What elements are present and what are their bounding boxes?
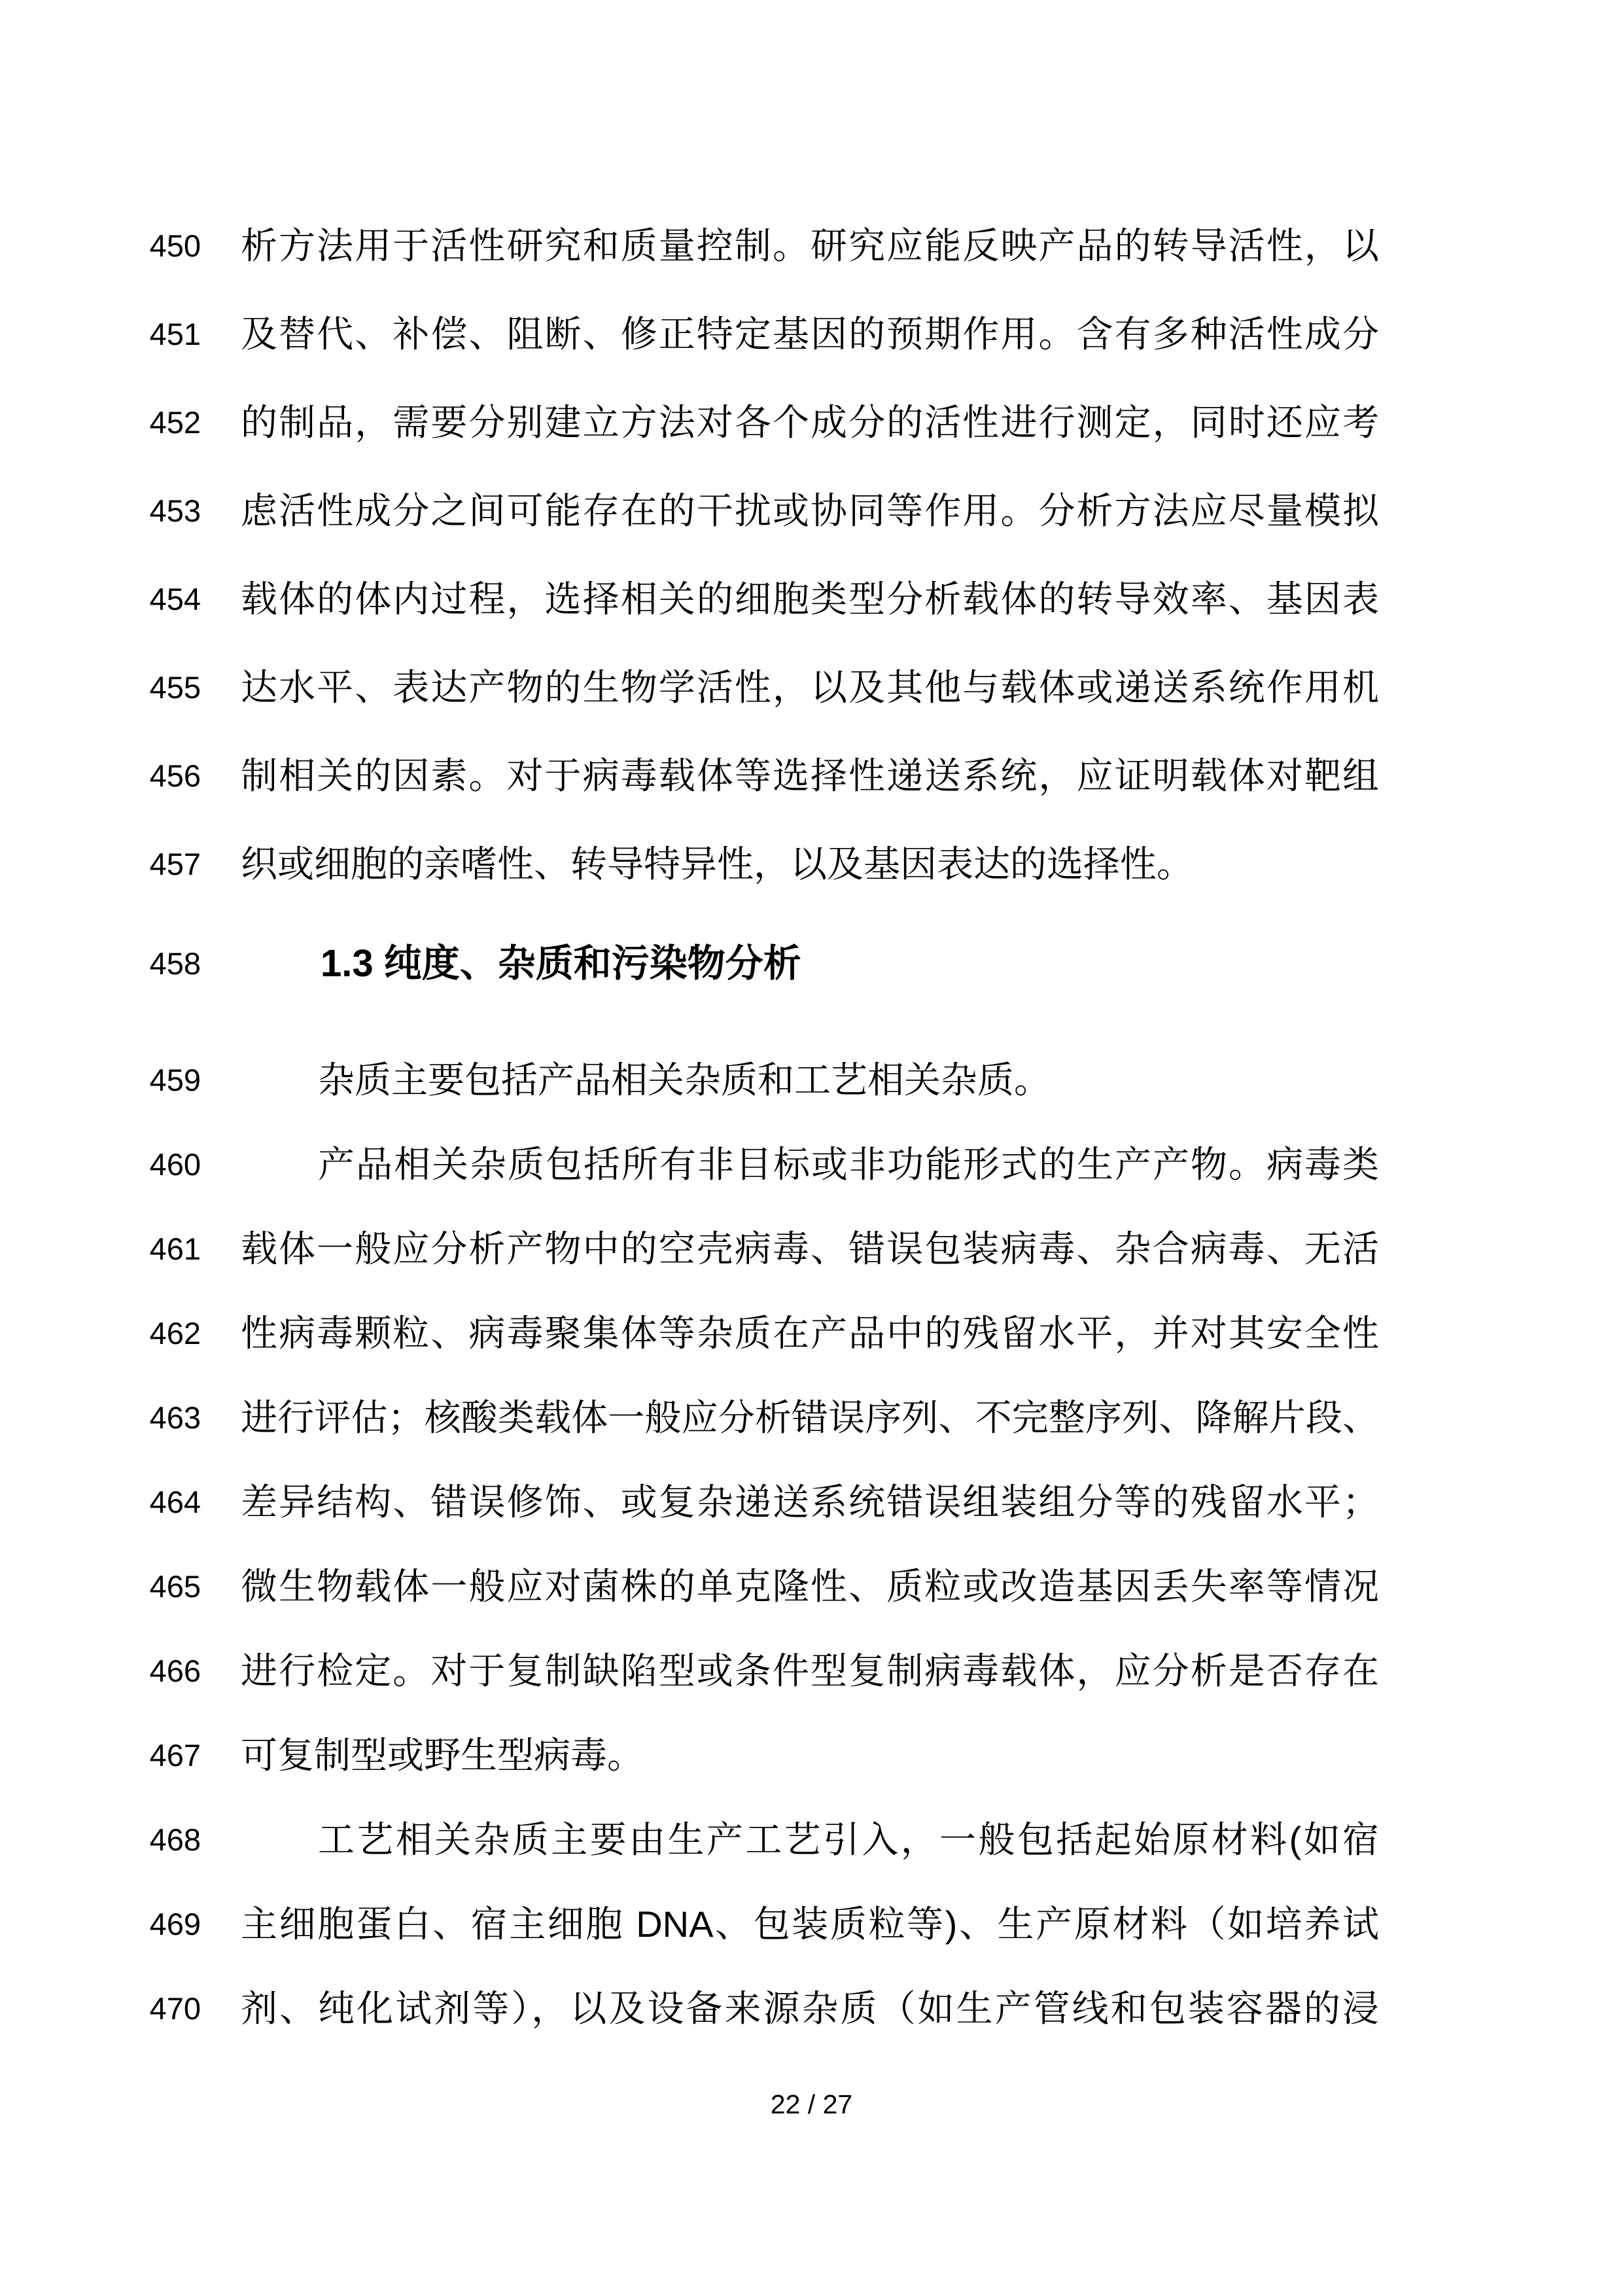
line-text: 进行检定。对于复制缺陷型或条件型复制病毒载体，应分析是否存在	[241, 1650, 1379, 1691]
line-text: 差异结构、错误修饰、或复杂递送系统错误组装组分等的残留水平；	[241, 1481, 1379, 1523]
line-text: 的制品，需要分别建立方法对各个成分的活性进行测定，同时还应考	[241, 402, 1379, 443]
line-text: 载体的体内过程，选择相关的细胞类型分析载体的转导效率、基因表	[241, 578, 1379, 620]
line-row	[0, 1797, 1623, 1882]
line-row	[0, 1122, 1623, 1207]
line-number: 461	[149, 1231, 201, 1266]
line-number: 454	[149, 582, 201, 616]
line-text: 进行评估；核酸类载体一般应分析错误序列、不完整序列、降解片段、	[241, 1397, 1379, 1438]
line-row	[0, 1207, 1623, 1291]
line-number: 453	[149, 493, 201, 528]
line-text: 制相关的因素。对于病毒载体等选择性递送系统，应证明载体对靶组	[241, 755, 1379, 796]
line-number: 457	[149, 847, 201, 881]
line-row	[0, 1038, 1623, 1122]
line-row	[0, 290, 1623, 378]
line-row	[0, 1713, 1623, 1797]
line-number: 456	[149, 758, 201, 793]
line-text: 载体一般应分析产物中的空壳病毒、错误包装病毒、杂合病毒、无活	[241, 1228, 1379, 1269]
line-number: 468	[149, 1822, 201, 1857]
line-number: 466	[149, 1653, 201, 1688]
line-row	[0, 732, 1623, 820]
line-row	[0, 1291, 1623, 1375]
line-number: 470	[149, 1991, 201, 2026]
line-number: 467	[149, 1738, 201, 1773]
line-text: 达水平、表达产物的生物学活性，以及其他与载体或递送系统作用机	[241, 667, 1379, 708]
line-number: 469	[149, 1907, 201, 1941]
line-number: 459	[149, 1063, 201, 1097]
line-row	[0, 202, 1623, 290]
line-text: 剂、纯化试剂等），以及设备来源杂质（如生产管线和包装容器的浸	[241, 1988, 1379, 2029]
line-number: 452	[149, 405, 201, 440]
line-number: 463	[149, 1400, 201, 1435]
line-text: 析方法用于活性研究和质量控制。研究应能反映产品的转导活性，以	[241, 225, 1379, 266]
section-heading: 1.3 纯度、杂质和污染物分析	[321, 942, 801, 985]
line-row	[0, 1966, 1623, 2051]
line-text: 杂质主要包括产品相关杂质和工艺相关杂质。	[318, 1059, 1051, 1101]
line-text: 及替代、补偿、阻断、修正特定基因的预期作用。含有多种活性成分	[241, 313, 1379, 355]
line-number: 451	[149, 317, 201, 351]
line-number: 458	[149, 946, 201, 981]
line-row	[0, 378, 1623, 467]
line-row	[0, 1375, 1623, 1460]
section-heading-row	[0, 908, 1623, 1019]
line-row	[0, 467, 1623, 555]
line-text: 产品相关杂质包括所有非目标或非功能形式的生产产物。病毒类	[318, 1144, 1379, 1185]
line-row	[0, 1629, 1623, 1713]
line-text: 性病毒颗粒、病毒聚集体等杂质在产品中的残留水平，并对其安全性	[241, 1313, 1379, 1354]
line-text: 虑活性成分之间可能存在的干扰或协同等作用。分析方法应尽量模拟	[241, 490, 1379, 531]
line-number: 455	[149, 670, 201, 705]
line-row	[0, 1544, 1623, 1629]
line-text: 主细胞蛋白、宿主细胞 DNA、包装质粒等)、生产原材料（如培养试	[241, 1903, 1379, 1945]
line-number: 465	[149, 1569, 201, 1604]
line-number: 464	[149, 1485, 201, 1519]
page-content	[0, 202, 1623, 2051]
line-row	[0, 1460, 1623, 1544]
line-text: 工艺相关杂质主要由生产工艺引入，一般包括起始原材料(如宿	[318, 1819, 1379, 1860]
line-row	[0, 555, 1623, 643]
line-number: 462	[149, 1316, 201, 1351]
page-number: 22 / 27	[770, 2089, 853, 2119]
line-row	[0, 1882, 1623, 1966]
line-number: 460	[149, 1147, 201, 1182]
line-text: 微生物载体一般应对菌株的单克隆性、质粒或改造基因丢失率等情况	[241, 1566, 1379, 1607]
line-number: 450	[149, 228, 201, 263]
line-text: 可复制型或野生型病毒。	[241, 1735, 644, 1776]
line-row	[0, 820, 1623, 908]
line-text: 织或细胞的亲嗜性、转导特异性，以及基因表达的选择性。	[241, 843, 1193, 885]
line-row	[0, 643, 1623, 732]
